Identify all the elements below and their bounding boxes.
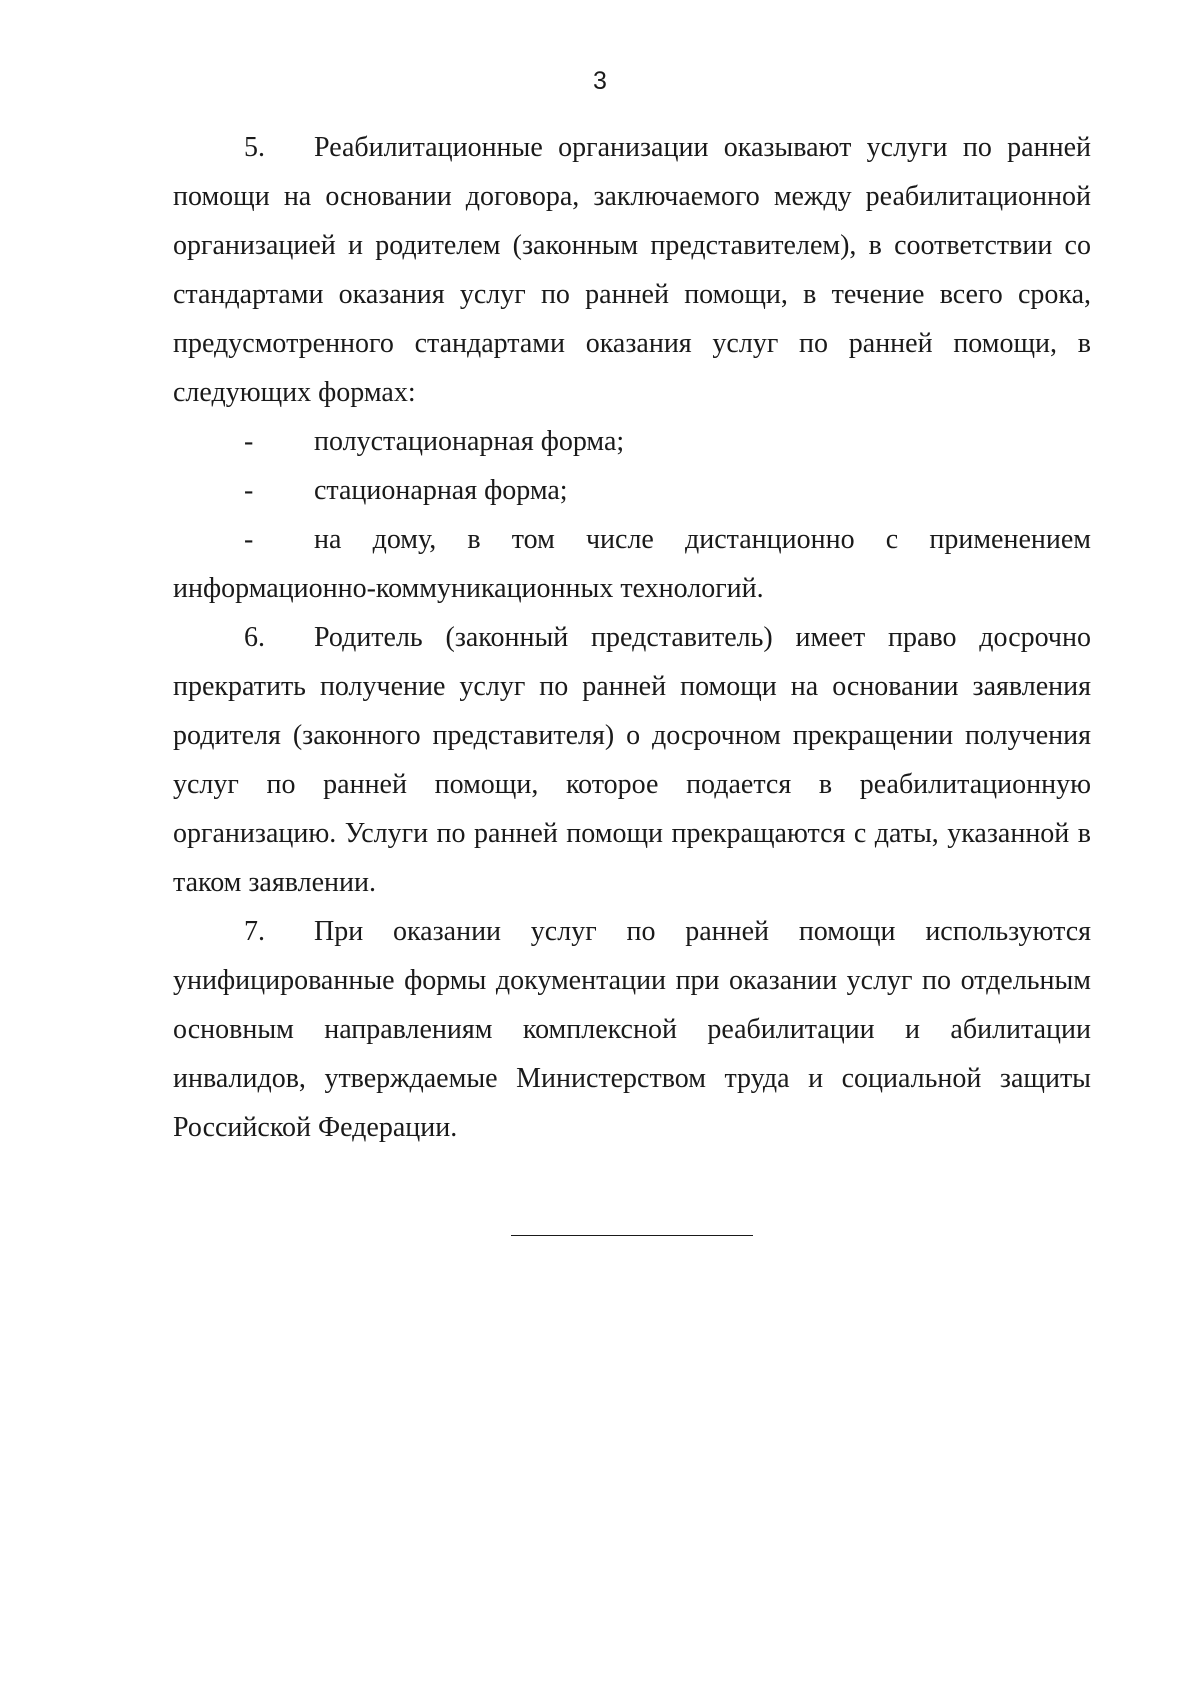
paragraph-text: Родитель (законный представитель) имеет право досрочно прекратить получение услуг по ранней помощи на основании заявления родителя (законного представителя) о досрочном прекращении получения услуг по ранней помощи, которое подается в реабилитационную организацию. Услуги по ранней помощи прекращаются с даты, указанной в таком заявлении.: [173, 622, 1091, 898]
paragraph-7: [173, 907, 1091, 1152]
paragraph-6: [173, 613, 1091, 907]
page-number: 3: [593, 67, 607, 95]
end-of-document-rule: [511, 1235, 753, 1236]
list-dash: -: [244, 475, 254, 506]
paragraph-text: При оказании услуг по ранней помощи используются унифицированные формы документации при оказании услуг по отдельным основным направлениям комплексной реабилитации и абилитации инвалидов, утверждаемые Министерством труда и социальной защиты Российской Федерации.: [173, 916, 1091, 1143]
list-item-text: стационарная форма;: [314, 475, 568, 506]
paragraph-number: 6.: [244, 622, 265, 653]
list-item-semi-inpatient: [173, 417, 1091, 466]
list-item-inpatient: [173, 466, 1091, 515]
list-item-text: полустационарная форма;: [314, 426, 625, 457]
paragraph-number: 5.: [244, 132, 265, 163]
document-body: [173, 123, 1091, 1152]
list-dash: -: [244, 426, 254, 457]
list-dash: -: [244, 524, 254, 555]
paragraph-number: 7.: [244, 916, 265, 947]
list-item-at-home: [173, 515, 1091, 613]
paragraph-text: Реабилитационные организации оказывают услуги по ранней помощи на основании договора, заключаемого между реабилитационной организацией и родителем (законным представителем), в соответствии со стандартами оказания услуг по ранней помощи, в течение всего срока, предусмотренного стандартами оказания услуг по ранней помощи, в следующих формах:: [173, 132, 1091, 408]
list-item-text: на дому, в том числе дистанционно с применением информационно-коммуникационных технологий.: [173, 524, 1091, 604]
paragraph-5: [173, 123, 1091, 417]
